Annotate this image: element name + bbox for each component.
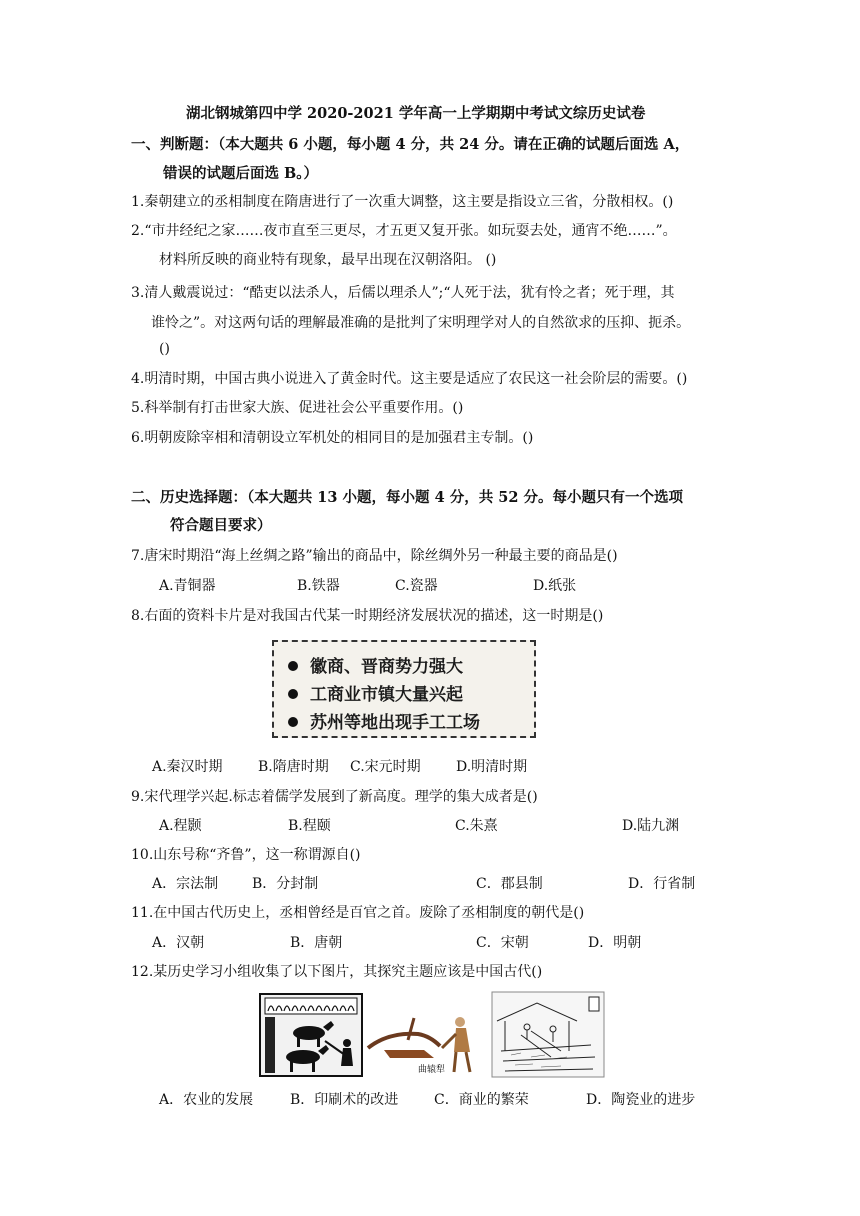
q7-option-a: A.青铜器 [159,578,216,594]
card-item-text: 苏州等地出现手工工场 [310,713,480,733]
question-2-cont: 材料所反映的商业特有现象，最早出现在汉朝洛阳。 () [159,252,497,268]
q9-option-b: B.程颐 [288,818,331,834]
question-4: 4.明清时期，中国古典小说进入了黄金时代。这主要是适应了农民这一社会阶层的需要。() [131,371,688,387]
q9-option-d: D.陆九渊 [622,818,680,834]
question-10: 10.山东号称“齐鲁”，这一称谓源自() [131,847,361,863]
q12-option-b: B．印刷术的改进 [290,1092,399,1108]
q9-option-a: A.程颢 [159,818,202,834]
section1-heading: 一、判断题：（本大题共 6 小题，每小题 4 分，共 24 分。请在正确的试题后面选 A， [131,136,690,153]
bullet-icon [288,717,298,727]
question-2: 2.“市井经纪之家……夜市直至三更尽，才五更又复开张。如玩耍去处，通宵不绝……”。 [131,223,677,239]
q10-option-c: C．郡县制 [476,876,543,892]
q10-option-a: A．宗法制 [152,876,219,892]
curved-plough-illustration [364,1010,482,1078]
bullet-icon [288,661,298,671]
q12-option-c: C．商业的繁荣 [434,1092,529,1108]
question-6: 6.明朝废除宰相和清朝设立军机处的相同目的是加强君主专制。() [131,430,534,446]
q11-option-c: C．宋朝 [476,935,529,951]
q8-option-a: A.秦汉时期 [152,759,223,775]
section2-heading-cont: 符合题目要求） [170,517,272,534]
plough-caption: 曲辕犁 [418,1065,446,1075]
info-card [272,640,536,738]
question-3-paren: () [159,341,170,357]
section1-heading-cont: 错误的试题后面选 B。） [163,165,319,182]
question-9: 9.宋代理学兴起.标志着儒学发展到了新高度。理学的集大成者是() [131,789,538,805]
page-title: 湖北钢城第四中学 2020-2021 学年高一上学期期中考试文综历史试卷 [186,105,646,122]
card-item [288,708,480,733]
q11-option-b: B．唐朝 [290,935,343,951]
q12-option-a: A．农业的发展 [159,1092,254,1108]
question-3: 3.清人戴震说过：“酷吏以法杀人，后儒以理杀人”;“人死于法，犹有怜之者；死于理，其 [131,285,675,301]
card-item-text: 工商业市镇大量兴起 [310,685,463,705]
question-12: 12.某历史学习小组收集了以下图片，其探究主题应该是中国古代() [131,964,543,980]
question-8: 8.右面的资料卡片是对我国古代某一时期经济发展状况的描述，这一时期是() [131,608,604,624]
q11-option-a: A．汉朝 [152,935,205,951]
question-5: 5.科举制有打击世家大族、促进社会公平重要作用。() [131,400,464,416]
card-item [288,680,463,705]
workshop-illustration [491,991,605,1078]
q8-option-b: B.隋唐时期 [258,759,329,775]
q8-option-c: C.宋元时期 [350,759,421,775]
q7-option-d: D.纸张 [533,578,577,594]
q12-option-d: D．陶瓷业的进步 [586,1092,696,1108]
ox-plowing-illustration [259,993,363,1077]
section2-heading: 二、历史选择题：（本大题共 13 小题，每小题 4 分，共 52 分。每小题只有一个选项 [131,489,683,506]
q11-option-d: D．明朝 [588,935,642,951]
bullet-icon [288,689,298,699]
q9-option-c: C.朱熹 [455,818,498,834]
q7-option-c: C.瓷器 [395,578,438,594]
q10-option-d: D．行省制 [628,876,696,892]
question-1: 1.秦朝建立的丞相制度在隋唐进行了一次重大调整，这主要是指设立三省，分散相权。() [131,194,674,210]
question-3-cont: 谁怜之”。对这两句话的理解最准确的是批判了宋明理学对人的自然欲求的压抑、扼杀。 [151,315,691,331]
q8-option-d: D.明清时期 [456,759,528,775]
card-item-text: 徽商、晋商势力强大 [310,657,463,677]
card-item [288,652,463,677]
q7-option-b: B.铁器 [297,578,340,594]
q10-option-b: B．分封制 [252,876,319,892]
question-7: 7.唐宋时期沿“海上丝绸之路”输出的商品中，除丝绸外另一种最主要的商品是() [131,548,618,564]
question-11: 11.在中国古代历史上，丞相曾经是百官之首。废除了丞相制度的朝代是() [131,905,585,921]
